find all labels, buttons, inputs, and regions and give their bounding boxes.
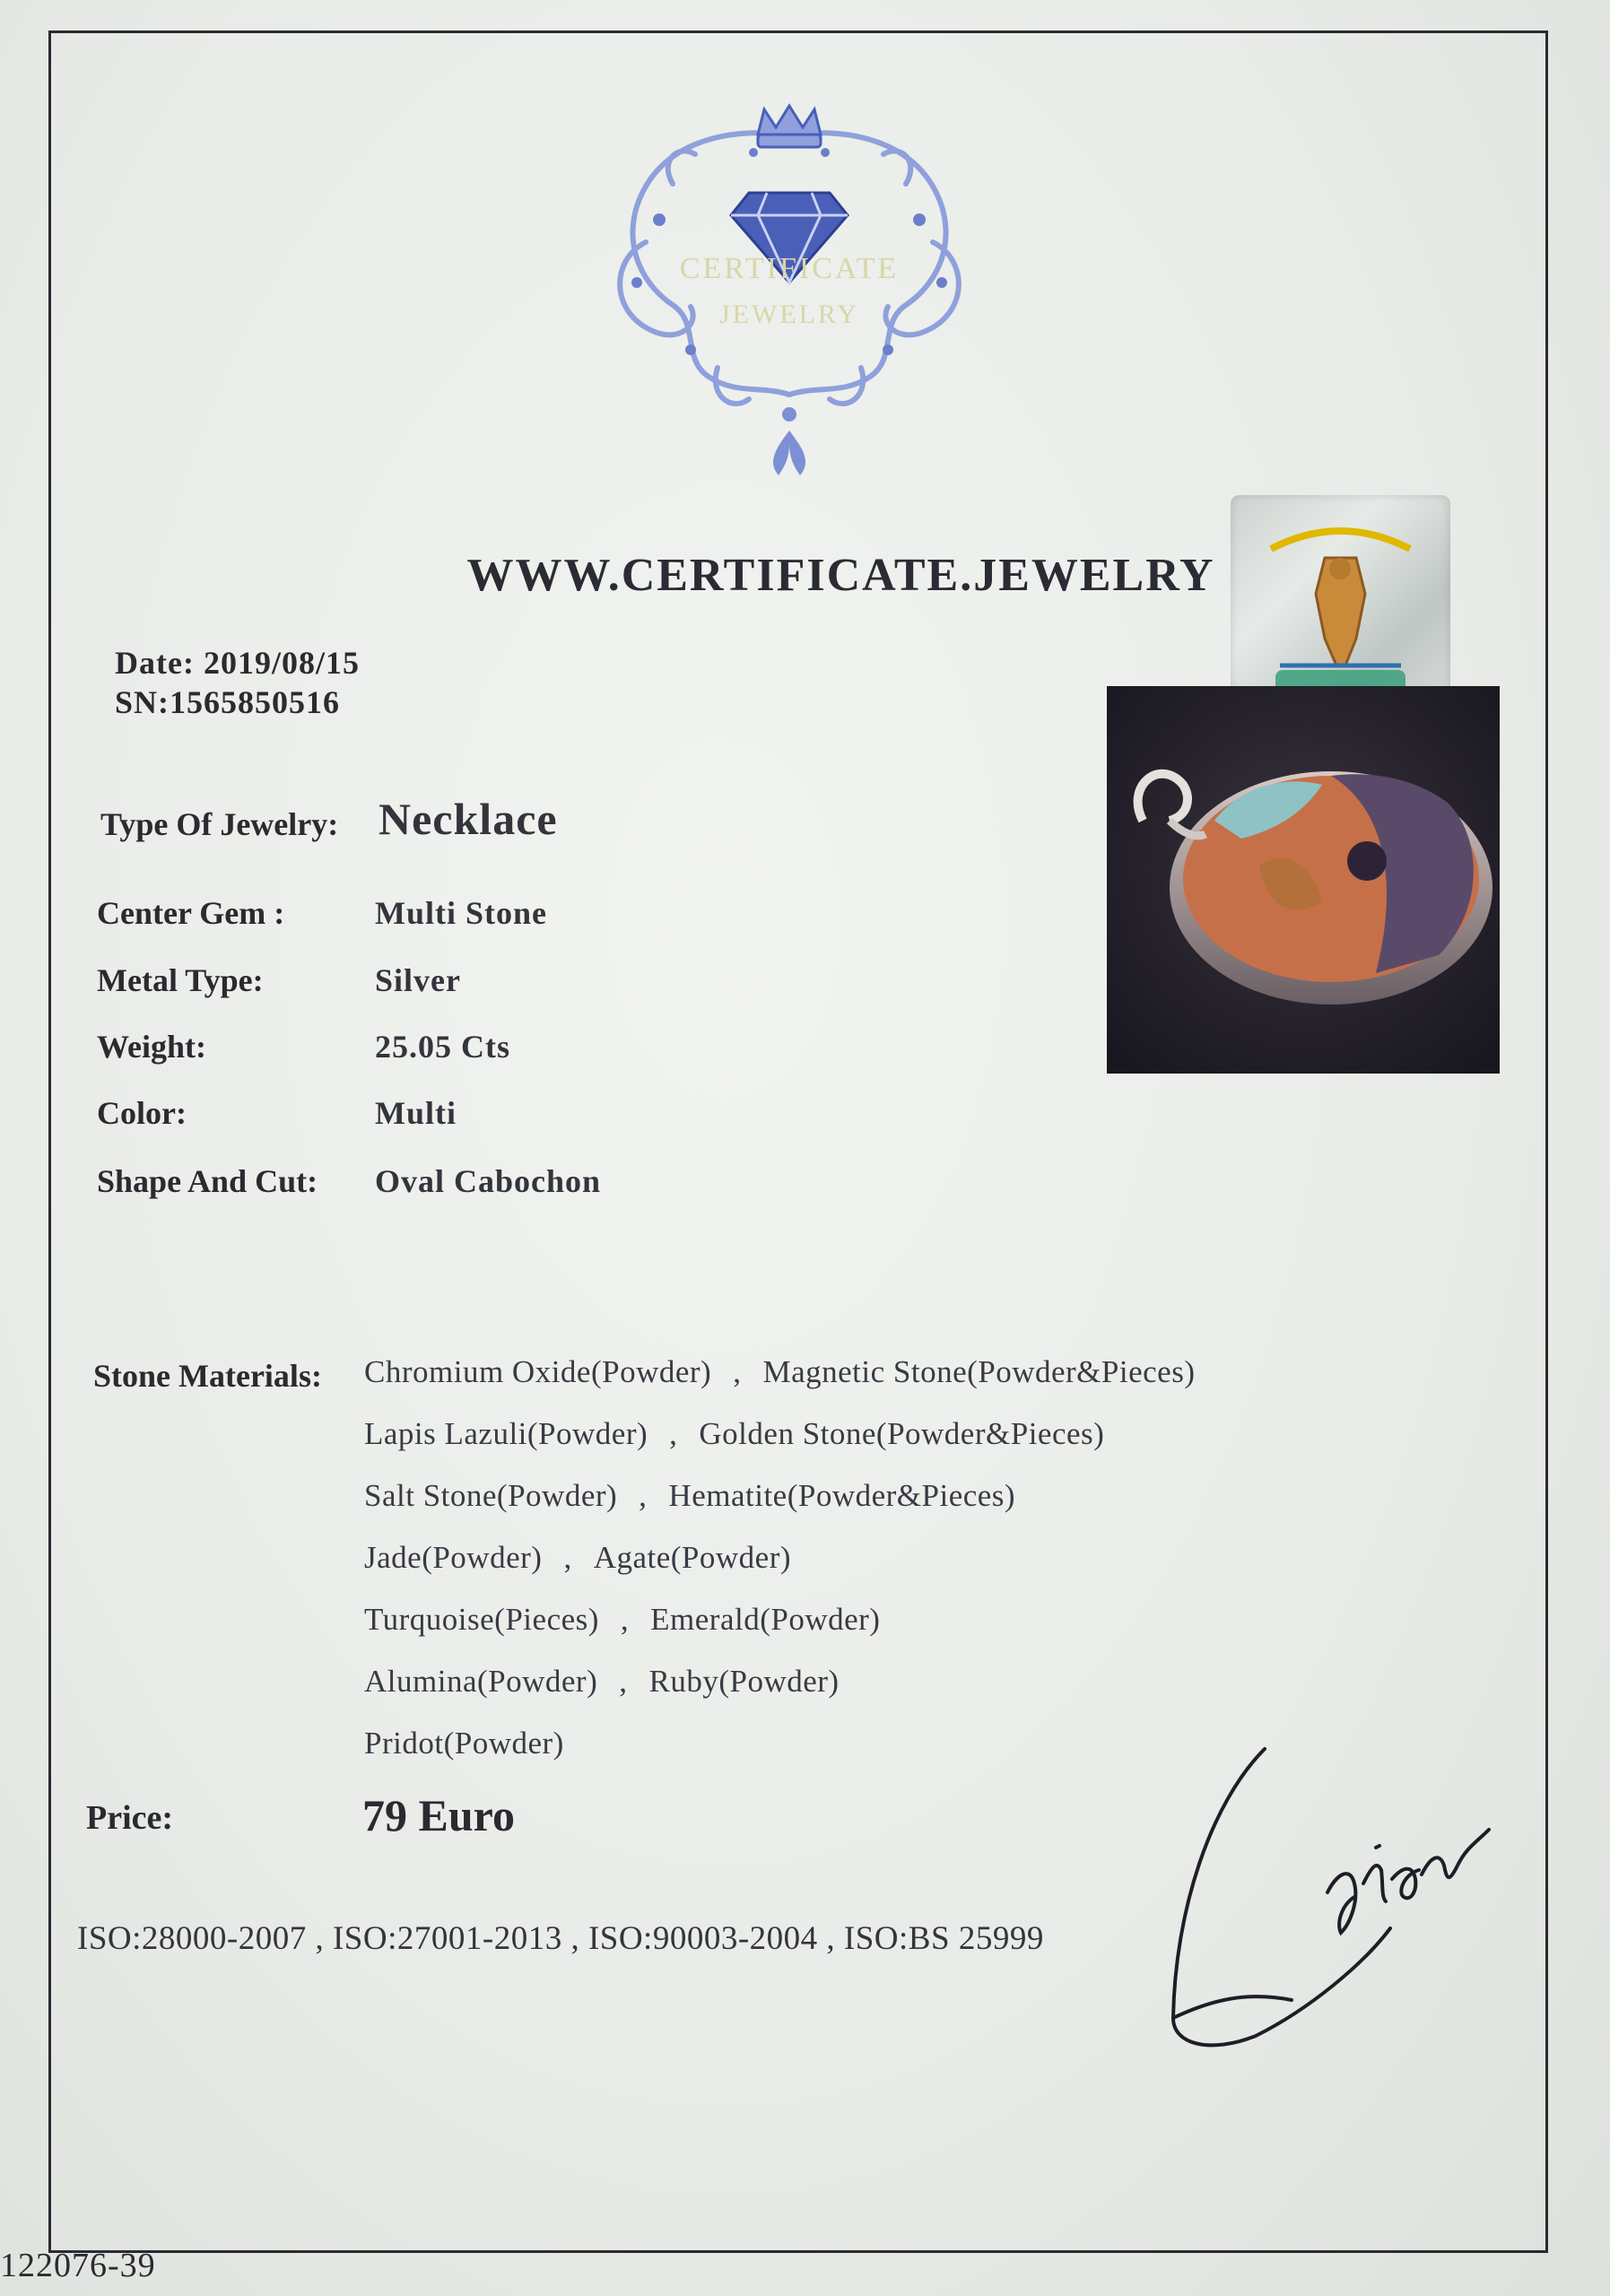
materials-line xyxy=(364,1478,1195,1540)
material-item: Golden Stone(Powder&Pieces) xyxy=(699,1416,1105,1451)
material-separator: , xyxy=(563,1540,572,1575)
material-separator: , xyxy=(620,1602,630,1637)
weight-label: Weight: xyxy=(97,1029,206,1065)
website-title: WWW.CERTIFICATE.JEWELRY xyxy=(466,550,1215,601)
metal-label: Metal Type: xyxy=(97,962,264,998)
material-item: Hematite(Powder&Pieces) xyxy=(668,1478,1016,1513)
materials-list xyxy=(364,1354,1195,1787)
signature xyxy=(1157,1731,1516,2072)
svg-text:JEWELRY: JEWELRY xyxy=(719,300,859,329)
shape-label: Shape And Cut: xyxy=(97,1163,318,1199)
document-code: 122076-39 xyxy=(0,2247,156,2284)
materials-line xyxy=(364,1540,1195,1602)
material-item: Chromium Oxide(Powder) xyxy=(364,1354,712,1389)
color-label: Color: xyxy=(97,1095,187,1131)
weight-value: 25.05 Cts xyxy=(375,1029,510,1065)
type-value: Necklace xyxy=(379,794,558,844)
materials-line xyxy=(364,1416,1195,1478)
material-item: Pridot(Powder) xyxy=(364,1726,564,1761)
material-item: Turquoise(Pieces) xyxy=(364,1602,599,1637)
product-photo xyxy=(1107,686,1500,1074)
materials-line xyxy=(364,1602,1195,1664)
crest-logo xyxy=(574,99,1005,493)
price-label: Price: xyxy=(86,1799,174,1837)
material-item: Emerald(Powder) xyxy=(650,1602,881,1637)
iso-standards: ISO:28000-2007 , ISO:27001-2013 , ISO:90003-2004 , ISO:BS 25999 xyxy=(77,1920,1044,1957)
center-gem-value: Multi Stone xyxy=(375,895,548,931)
materials-line xyxy=(364,1354,1195,1416)
material-item: Lapis Lazuli(Powder) xyxy=(364,1416,648,1451)
svg-text:CERTIFICATE: CERTIFICATE xyxy=(679,252,900,285)
serial-number: SN:1565850516 xyxy=(115,684,341,720)
material-item: Agate(Powder) xyxy=(593,1540,791,1575)
color-value: Multi xyxy=(375,1095,457,1131)
price-value: 79 Euro xyxy=(362,1790,515,1840)
material-separator: , xyxy=(669,1416,678,1451)
material-separator: , xyxy=(639,1478,648,1513)
material-item: Ruby(Powder) xyxy=(648,1664,840,1699)
materials-line xyxy=(364,1726,1195,1787)
type-label: Type Of Jewelry: xyxy=(100,806,339,842)
material-item: Alumina(Powder) xyxy=(364,1664,598,1699)
materials-label: Stone Materials: xyxy=(93,1358,322,1394)
issue-date: Date: 2019/08/15 xyxy=(115,645,360,681)
center-gem-label: Center Gem : xyxy=(97,895,285,931)
shape-value: Oval Cabochon xyxy=(375,1163,602,1199)
material-item: Salt Stone(Powder) xyxy=(364,1478,618,1513)
material-separator: , xyxy=(733,1354,742,1389)
metal-value: Silver xyxy=(375,962,461,998)
materials-line xyxy=(364,1664,1195,1726)
material-separator: , xyxy=(619,1664,628,1699)
material-item: Jade(Powder) xyxy=(364,1540,543,1575)
material-item: Magnetic Stone(Powder&Pieces) xyxy=(762,1354,1196,1389)
